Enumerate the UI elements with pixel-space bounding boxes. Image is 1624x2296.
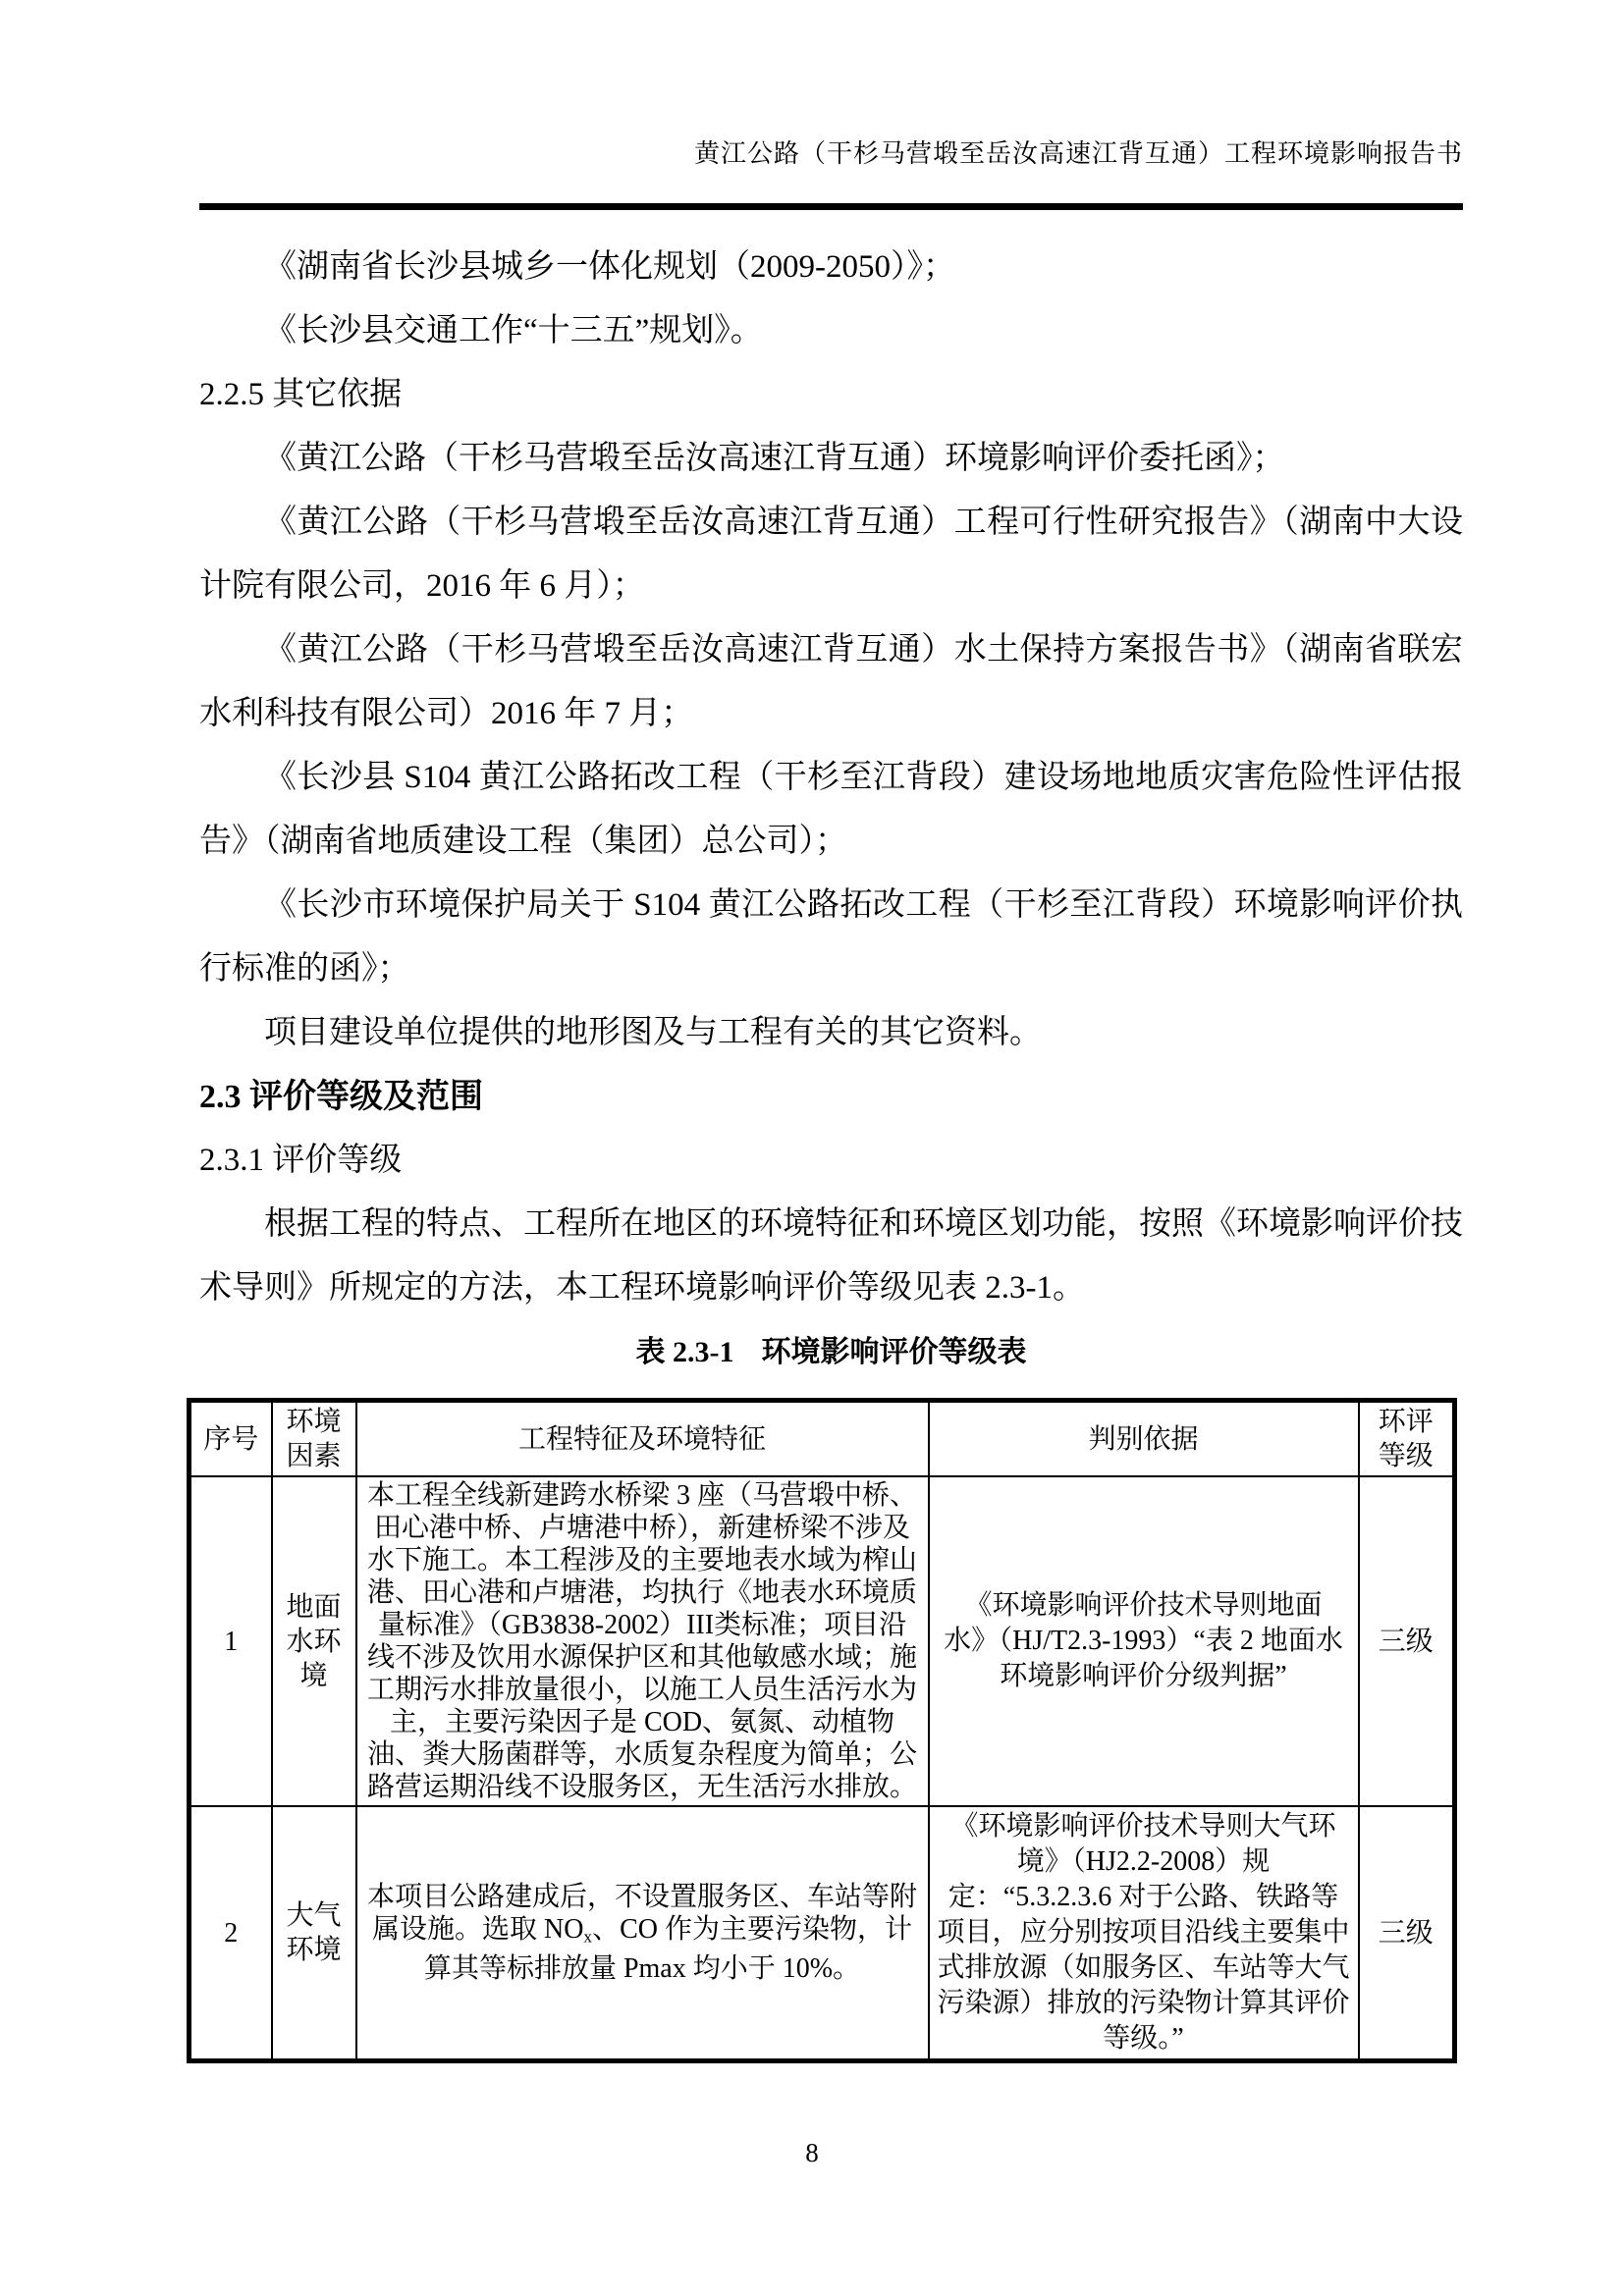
cell-grade: 三级 (1359, 1476, 1455, 1806)
cell-factor: 大气环境 (272, 1806, 356, 2061)
table-header-row (189, 1401, 1455, 1477)
cell-grade: 三级 (1359, 1806, 1455, 2061)
feature-text-after-subscript: 、CO 作为主要污染物，计算其等标排放量 Pmax 均小于 10%。 (423, 1913, 913, 1985)
body-paragraph: 《黄江公路（干杉马营塅至岳汝高速江背互通）环境影响评价委托函》； (264, 441, 1285, 476)
table-row (189, 1476, 1455, 1806)
body-paragraph: 《长沙县 S104 黄江公路拓改工程（干杉至江背段）建设场地地质灾害危险性评估报告》（湖南省地质建设工程（集团）总公司）； (199, 760, 1463, 859)
cell-basis: 《环境影响评价技术导则大气环境》（HJ2.2-2008）规定：“5.3.2.3.6 对于公路、铁路等项目，应分别按项目沿线主要集中式排放源（如服务区、车站等大气污染源）排放的污染物计算其评价等级。” (929, 1806, 1359, 2061)
col-header-factor: 环境因素 (272, 1401, 356, 1477)
body-paragraph: 《黄江公路（干杉马营塅至岳汝高速江背互通）工程可行性研究报告》（湖南中大设计院有限公司，2016 年 6 月）； (199, 505, 1463, 604)
col-header-grade: 环评等级 (1359, 1401, 1455, 1477)
col-header-basis: 判别依据 (929, 1401, 1359, 1477)
body-paragraph: 《长沙市环境保护局关于 S104 黄江公路拓改工程（干杉至江背段）环境影响评价执行标准的函》； (199, 887, 1463, 987)
body-paragraph: 项目建设单位提供的地形图及与工程有关的其它资料。 (264, 1015, 1042, 1050)
table-caption-title: 环境影响评价等级表 (761, 1336, 1027, 1368)
col-header-feature: 工程特征及环境特征 (356, 1401, 929, 1477)
feature-text-before-subscript: 本项目公路建成后，不设置服务区、车站等附属设施。选取 NO (366, 1881, 917, 1945)
section-heading-2-2-5: 2.2.5 其它依据 (199, 377, 403, 412)
table-caption-label: 表 2.3-1 (635, 1336, 734, 1368)
cell-feature (356, 1806, 929, 2061)
table-caption (199, 1320, 1463, 1384)
col-header-no: 序号 (189, 1401, 272, 1477)
section-heading-2-3: 2.3 评价等级及范围 (199, 1079, 483, 1115)
cell-no: 2 (189, 1806, 272, 2061)
running-header-title: 黄江公路（干杉马营塅至岳汝高速江背互通）工程环境影响报告书 (693, 139, 1463, 168)
header-rule-divider (199, 203, 1463, 210)
body-paragraph: 根据工程的特点、工程所在地区的环境特征和环境区划功能，按照《环境影响评价技术导则》所规定的方法，本工程环境影响评价等级见表 2.3-1。 (199, 1206, 1463, 1306)
body-paragraph: 《湖南省长沙县城乡一体化规划（2009-2050）》； (264, 249, 955, 285)
cell-factor: 地面水环境 (272, 1476, 356, 1806)
body-paragraph: 《长沙县交通工作“十三五”规划》。 (264, 313, 763, 348)
page-content (199, 236, 1463, 2063)
cell-basis: 《环境影响评价技术导则地面水》（HJ/T2.3-1993）“表 2 地面水环境影响评价分级判据” (929, 1476, 1359, 1806)
body-paragraph: 《黄江公路（干杉马营塅至岳汝高速江背互通）水土保持方案报告书》（湖南省联宏水利科技有限公司）2016 年 7 月； (199, 632, 1463, 731)
page-number: 8 (805, 2138, 819, 2167)
table-row (189, 1806, 1455, 2061)
section-heading-2-3-1: 2.3.1 评价等级 (199, 1143, 403, 1178)
cell-feature: 本工程全线新建跨水桥梁 3 座（马营塅中桥、田心港中桥、卢塘港中桥），新建桥梁不涉及水下施工。本工程涉及的主要地表水域为榨山港、田心港和卢塘港，均执行《地表水环境质量标准》（GB3838-2002）III类标准；项目沿线不涉及饮用水源保护区和其他敏感水域；施工期污水排放量很小，以施工人员生活污水为主，主要污染因子是 COD、氨氮、动植物油、粪大肠菌群等，水质复杂程度为简单；公路营运期沿线不设服务区，无生活污水排放。 (356, 1476, 929, 1806)
nox-subscript: x (583, 1927, 593, 1947)
cell-no: 1 (189, 1476, 272, 1806)
evaluation-grade-table (187, 1398, 1457, 2063)
